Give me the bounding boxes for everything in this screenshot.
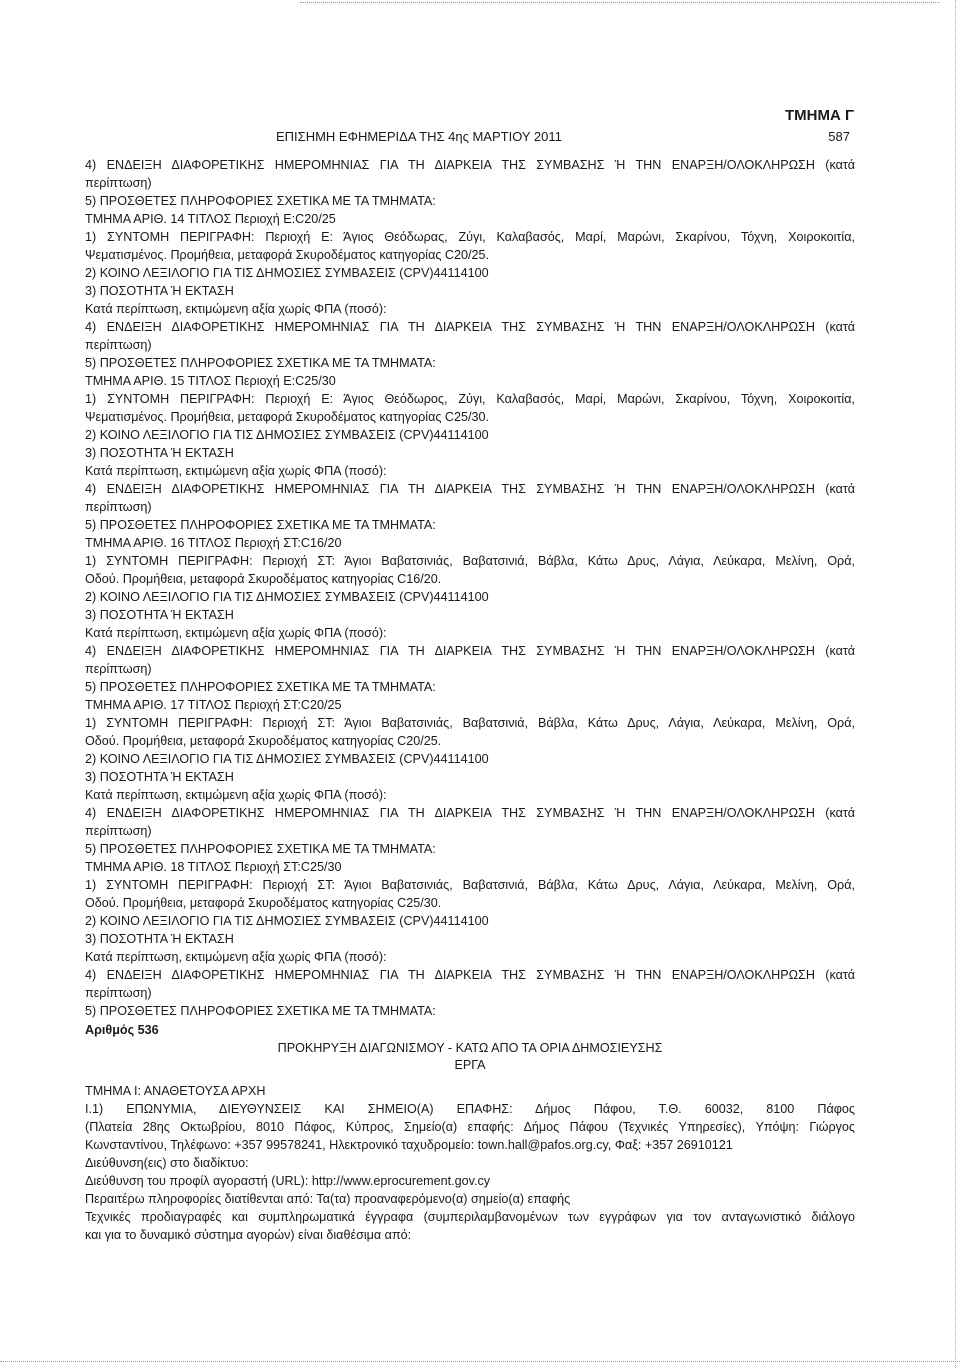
gazette-title: ΕΠΙΣΗΜΗ ΕΦΗΜΕΡΙΔΑ ΤΗΣ 4ης ΜΑΡΤΙΟΥ 2011: [276, 129, 562, 144]
text-line: 3) ΠΟΣΟΤΗΤΑ Ή ΕΚΤΑΣΗ: [85, 932, 234, 946]
text-line: Οδού. Προμήθεια, μεταφορά Σκυροδέματος κατηγορίας C25/30.: [85, 896, 442, 910]
text-line: Κατά περίπτωση, εκτιμώμενη αξία χωρίς ΦΠΑ (ποσό):: [85, 950, 387, 964]
text-line: περίπτωση): [85, 500, 152, 514]
page-number: 587: [828, 129, 850, 144]
text-line: 5) ΠΡΟΣΘΕΤΕΣ ΠΛΗΡΟΦΟΡΙΕΣ ΣΧΕΤΙΚΑ ΜΕ ΤΑ ΤΜΗΜΑΤΑ:: [85, 842, 436, 856]
text-line: 3) ΠΟΣΟΤΗΤΑ Ή ΕΚΤΑΣΗ: [85, 608, 234, 622]
text-line: Οδού. Προμήθεια, μεταφορά Σκυροδέματος κατηγορίας C16/20.: [85, 572, 442, 586]
lot-heading: ΤΜΗΜΑ ΑΡΙΘ. 15 ΤΙΤΛΟΣ Περιοχή Ε:C25/30: [85, 374, 336, 388]
text-line: 2) ΚΟΙΝΟ ΛΕΞΙΛΟΓΙΟ ΓΙΑ ΤΙΣ ΔΗΜΟΣΙΕΣ ΣΥΜΒΑΣΕΙΣ (CPV)44114100: [85, 752, 489, 766]
announcement-subtitle: ΕΡΓΑ: [454, 1058, 486, 1072]
text-line: Κατά περίπτωση, εκτιμώμενη αξία χωρίς ΦΠΑ (ποσό):: [85, 464, 387, 478]
text-line: Οδού. Προμήθεια, μεταφορά Σκυροδέματος κατηγορίας C20/25.: [85, 734, 442, 748]
text-line: 4) ΕΝΔΕΙΞΗ ΔΙΑΦΟΡΕΤΙΚΗΣ ΗΜΕΡΟΜΗΝΙΑΣ ΓΙΑ ΤΗ ΔΙΑΡΚΕΙΑ ΤΗΣ ΣΥΜΒΑΣΗΣ Ή ΤΗΝ ΕΝΑΡΞΗ/ΟΛΟΚΛΗΡΩΣΗ (κατά: [85, 968, 855, 982]
text-line: 5) ΠΡΟΣΘΕΤΕΣ ΠΛΗΡΟΦΟΡΙΕΣ ΣΧΕΤΙΚΑ ΜΕ ΤΑ ΤΜΗΜΑΤΑ:: [85, 194, 436, 208]
text-line: περίπτωση): [85, 986, 152, 1000]
text-line: 4) ΕΝΔΕΙΞΗ ΔΙΑΦΟΡΕΤΙΚΗΣ ΗΜΕΡΟΜΗΝΙΑΣ ΓΙΑ ΤΗ ΔΙΑΡΚΕΙΑ ΤΗΣ ΣΥΜΒΑΣΗΣ Ή ΤΗΝ ΕΝΑΡΞΗ/ΟΛΟΚΛΗΡΩΣΗ (κατά: [85, 644, 855, 658]
text-line: 4) ΕΝΔΕΙΞΗ ΔΙΑΦΟΡΕΤΙΚΗΣ ΗΜΕΡΟΜΗΝΙΑΣ ΓΙΑ ΤΗ ΔΙΑΡΚΕΙΑ ΤΗΣ ΣΥΜΒΑΣΗΣ Ή ΤΗΝ ΕΝΑΡΞΗ/ΟΛΟΚΛΗΡΩΣΗ (κατά: [85, 320, 855, 334]
text-line: Περαιτέρω πληροφορίες διατίθενται από: Τα(τα) προαναφερόμενο(α) σημείο(α) επαφής: [85, 1192, 571, 1206]
text-line: ΤΜΗΜΑ Ι: ΑΝΑΘΕΤΟΥΣΑ ΑΡΧΗ: [85, 1084, 266, 1098]
text-line: 5) ΠΡΟΣΘΕΤΕΣ ΠΛΗΡΟΦΟΡΙΕΣ ΣΧΕΤΙΚΑ ΜΕ ΤΑ ΤΜΗΜΑΤΑ:: [85, 356, 436, 370]
scan-noise-top: [300, 2, 940, 7]
text-line: 4) ΕΝΔΕΙΞΗ ΔΙΑΦΟΡΕΤΙΚΗΣ ΗΜΕΡΟΜΗΝΙΑΣ ΓΙΑ ΤΗ ΔΙΑΡΚΕΙΑ ΤΗΣ ΣΥΜΒΑΣΗΣ Ή ΤΗΝ ΕΝΑΡΞΗ/ΟΛΟΚΛΗΡΩΣΗ (κατά: [85, 158, 855, 172]
text-line: περίπτωση): [85, 338, 152, 352]
text-line: 1) ΣΥΝΤΟΜΗ ΠΕΡΙΓΡΑΦΗ: Περιοχή Ε: Άγιος Θεόδωρος, Ζύγι, Καλαβασός, Μαρί, Μαρώνι, Σκαρίνου, Τόχνη, Χοιροκοιτία,: [85, 392, 855, 406]
text-line: 4) ΕΝΔΕΙΞΗ ΔΙΑΦΟΡΕΤΙΚΗΣ ΗΜΕΡΟΜΗΝΙΑΣ ΓΙΑ ΤΗ ΔΙΑΡΚΕΙΑ ΤΗΣ ΣΥΜΒΑΣΗΣ Ή ΤΗΝ ΕΝΑΡΞΗ/ΟΛΟΚΛΗΡΩΣΗ (κατά: [85, 482, 855, 496]
text-line: περίπτωση): [85, 824, 152, 838]
text-line: 3) ΠΟΣΟΤΗΤΑ Ή ΕΚΤΑΣΗ: [85, 284, 234, 298]
text-line: (Πλατεία 28ης Οκτωβρίου, 8010 Πάφος, Κύπρος, Σημείο(α) επαφής: Δήμος Πάφου (Τεχνικές Υπηρεσίες), Υπόψη: Γιώργος: [85, 1120, 855, 1134]
text-line: 1) ΣΥΝΤΟΜΗ ΠΕΡΙΓΡΑΦΗ: Περιοχή Ε: Άγιος Θεόδωρας, Ζύγι, Καλαβασός, Μαρί, Μαρώνι, Σκαρίνου, Τόχνη, Χοιροκοιτία,: [85, 230, 855, 244]
text-line: 1) ΣΥΝΤΟΜΗ ΠΕΡΙΓΡΑΦΗ: Περιοχή ΣΤ: Άγιοι Βαβατσινιάς, Βαβατσινιά, Βάβλα, Κάτω Δρυς, Λάγια, Λεύκαρα, Μελίνη, Ορά,: [85, 554, 855, 568]
profile-url-line: Διεύθυνση του προφίλ αγοραστή (URL): http://www.eprocurement.gov.cy: [85, 1174, 491, 1188]
text-line: Διεύθυνση(εις) στο διαδίκτυο:: [85, 1156, 249, 1170]
text-line: Ι.1) ΕΠΩΝΥΜΙΑ, ΔΙΕΥΘΥΝΣΕΙΣ ΚΑΙ ΣΗΜΕΙΟ(Α) ΕΠΑΦΗΣ: Δήμος Πάφου, Τ.Θ. 60032, 8100 Πάφος: [85, 1102, 855, 1116]
scan-noise-right: [955, 0, 958, 1368]
text-line: Τεχνικές προδιαγραφές και συμπληρωματικά έγγραφα (συμπεριλαμβανομένων των εγγράφων για τον ανταγωνιστικό διάλογο: [85, 1210, 855, 1224]
text-line: 2) ΚΟΙΝΟ ΛΕΞΙΛΟΓΙΟ ΓΙΑ ΤΙΣ ΔΗΜΟΣΙΕΣ ΣΥΜΒΑΣΕΙΣ (CPV)44114100: [85, 428, 489, 442]
text-line: 3) ΠΟΣΟΤΗΤΑ Ή ΕΚΤΑΣΗ: [85, 446, 234, 460]
text-line: 1) ΣΥΝΤΟΜΗ ΠΕΡΙΓΡΑΦΗ: Περιοχή ΣΤ: Άγιοι Βαβατσινιάς, Βαβατσινιά, Βάβλα, Κάτω Δρυς, Λάγια, Λεύκαρα, Μελίνη, Ορά,: [85, 878, 855, 892]
text-line: 4) ΕΝΔΕΙΞΗ ΔΙΑΦΟΡΕΤΙΚΗΣ ΗΜΕΡΟΜΗΝΙΑΣ ΓΙΑ ΤΗ ΔΙΑΡΚΕΙΑ ΤΗΣ ΣΥΜΒΑΣΗΣ Ή ΤΗΝ ΕΝΑΡΞΗ/ΟΛΟΚΛΗΡΩΣΗ (κατά: [85, 806, 855, 820]
text-line: και για το δυναμικό σύστημα αγορών) είναι διαθέσιμα από:: [85, 1228, 412, 1242]
text-line: Κατά περίπτωση, εκτιμώμενη αξία χωρίς ΦΠΑ (ποσό):: [85, 788, 387, 802]
text-line: 1) ΣΥΝΤΟΜΗ ΠΕΡΙΓΡΑΦΗ: Περιοχή ΣΤ: Άγιοι Βαβατσινιάς, Βαβατσινιά, Βάβλα, Κάτω Δρυς, Λάγια, Λεύκαρα, Μελίνη, Ορά,: [85, 716, 855, 730]
text-line: 3) ΠΟΣΟΤΗΤΑ Ή ΕΚΤΑΣΗ: [85, 770, 234, 784]
text-line: Κωνσταντίνου, Τηλέφωνο: +357 99578241, Ηλεκτρονικό ταχυδρομείο: town.hall@pafos.org.cy, Φαξ: +357 26910121: [85, 1138, 733, 1152]
text-line: 2) ΚΟΙΝΟ ΛΕΞΙΛΟΓΙΟ ΓΙΑ ΤΙΣ ΔΗΜΟΣΙΕΣ ΣΥΜΒΑΣΕΙΣ (CPV)44114100: [85, 590, 489, 604]
text-line: Ψεματισμένος. Προμήθεια, μεταφορά Σκυροδέματος κατηγορίας C25/30.: [85, 410, 490, 424]
announcement-title: ΠΡΟΚΗΡΥΞΗ ΔΙΑΓΩΝΙΣΜΟΥ - ΚΑΤΩ ΑΠΟ ΤΑ ΟΡΙΑ ΔΗΜΟΣΙΕΥΣΗΣ: [277, 1041, 663, 1055]
text-line: 5) ΠΡΟΣΘΕΤΕΣ ΠΛΗΡΟΦΟΡΙΕΣ ΣΧΕΤΙΚΑ ΜΕ ΤΑ ΤΜΗΜΑΤΑ:: [85, 518, 436, 532]
text-line: Ψεματισμένος. Προμήθεια, μεταφορά Σκυροδέματος κατηγορίας C20/25.: [85, 248, 490, 262]
lot-heading: ΤΜΗΜΑ ΑΡΙΘ. 14 ΤΙΤΛΟΣ Περιοχή Ε:C20/25: [85, 212, 336, 226]
scan-noise-bottom: [0, 1361, 960, 1366]
text-line: Κατά περίπτωση, εκτιμώμενη αξία χωρίς ΦΠΑ (ποσό):: [85, 626, 387, 640]
text-line: περίπτωση): [85, 176, 152, 190]
lot-heading: ΤΜΗΜΑ ΑΡΙΘ. 16 ΤΙΤΛΟΣ Περιοχή ΣΤ:C16/20: [85, 536, 342, 550]
text-line: περίπτωση): [85, 662, 152, 676]
text-line: 5) ΠΡΟΣΘΕΤΕΣ ΠΛΗΡΟΦΟΡΙΕΣ ΣΧΕΤΙΚΑ ΜΕ ΤΑ ΤΜΗΜΑΤΑ:: [85, 680, 436, 694]
text-line: Κατά περίπτωση, εκτιμώμενη αξία χωρίς ΦΠΑ (ποσό):: [85, 302, 387, 316]
announcement-number: Αριθμός 536: [85, 1023, 159, 1037]
text-line: 2) ΚΟΙΝΟ ΛΕΞΙΛΟΓΙΟ ΓΙΑ ΤΙΣ ΔΗΜΟΣΙΕΣ ΣΥΜΒΑΣΕΙΣ (CPV)44114100: [85, 914, 489, 928]
section-label: ΤΜΗΜΑ Γ: [784, 107, 854, 124]
lot-heading: ΤΜΗΜΑ ΑΡΙΘ. 18 ΤΙΤΛΟΣ Περιοχή ΣΤ:C25/30: [85, 860, 342, 874]
text-line: 2) ΚΟΙΝΟ ΛΕΞΙΛΟΓΙΟ ΓΙΑ ΤΙΣ ΔΗΜΟΣΙΕΣ ΣΥΜΒΑΣΕΙΣ (CPV)44114100: [85, 266, 489, 280]
lot-heading: ΤΜΗΜΑ ΑΡΙΘ. 17 ΤΙΤΛΟΣ Περιοχή ΣΤ:C20/25: [85, 698, 342, 712]
text-line: 5) ΠΡΟΣΘΕΤΕΣ ΠΛΗΡΟΦΟΡΙΕΣ ΣΧΕΤΙΚΑ ΜΕ ΤΑ ΤΜΗΜΑΤΑ:: [85, 1004, 436, 1018]
